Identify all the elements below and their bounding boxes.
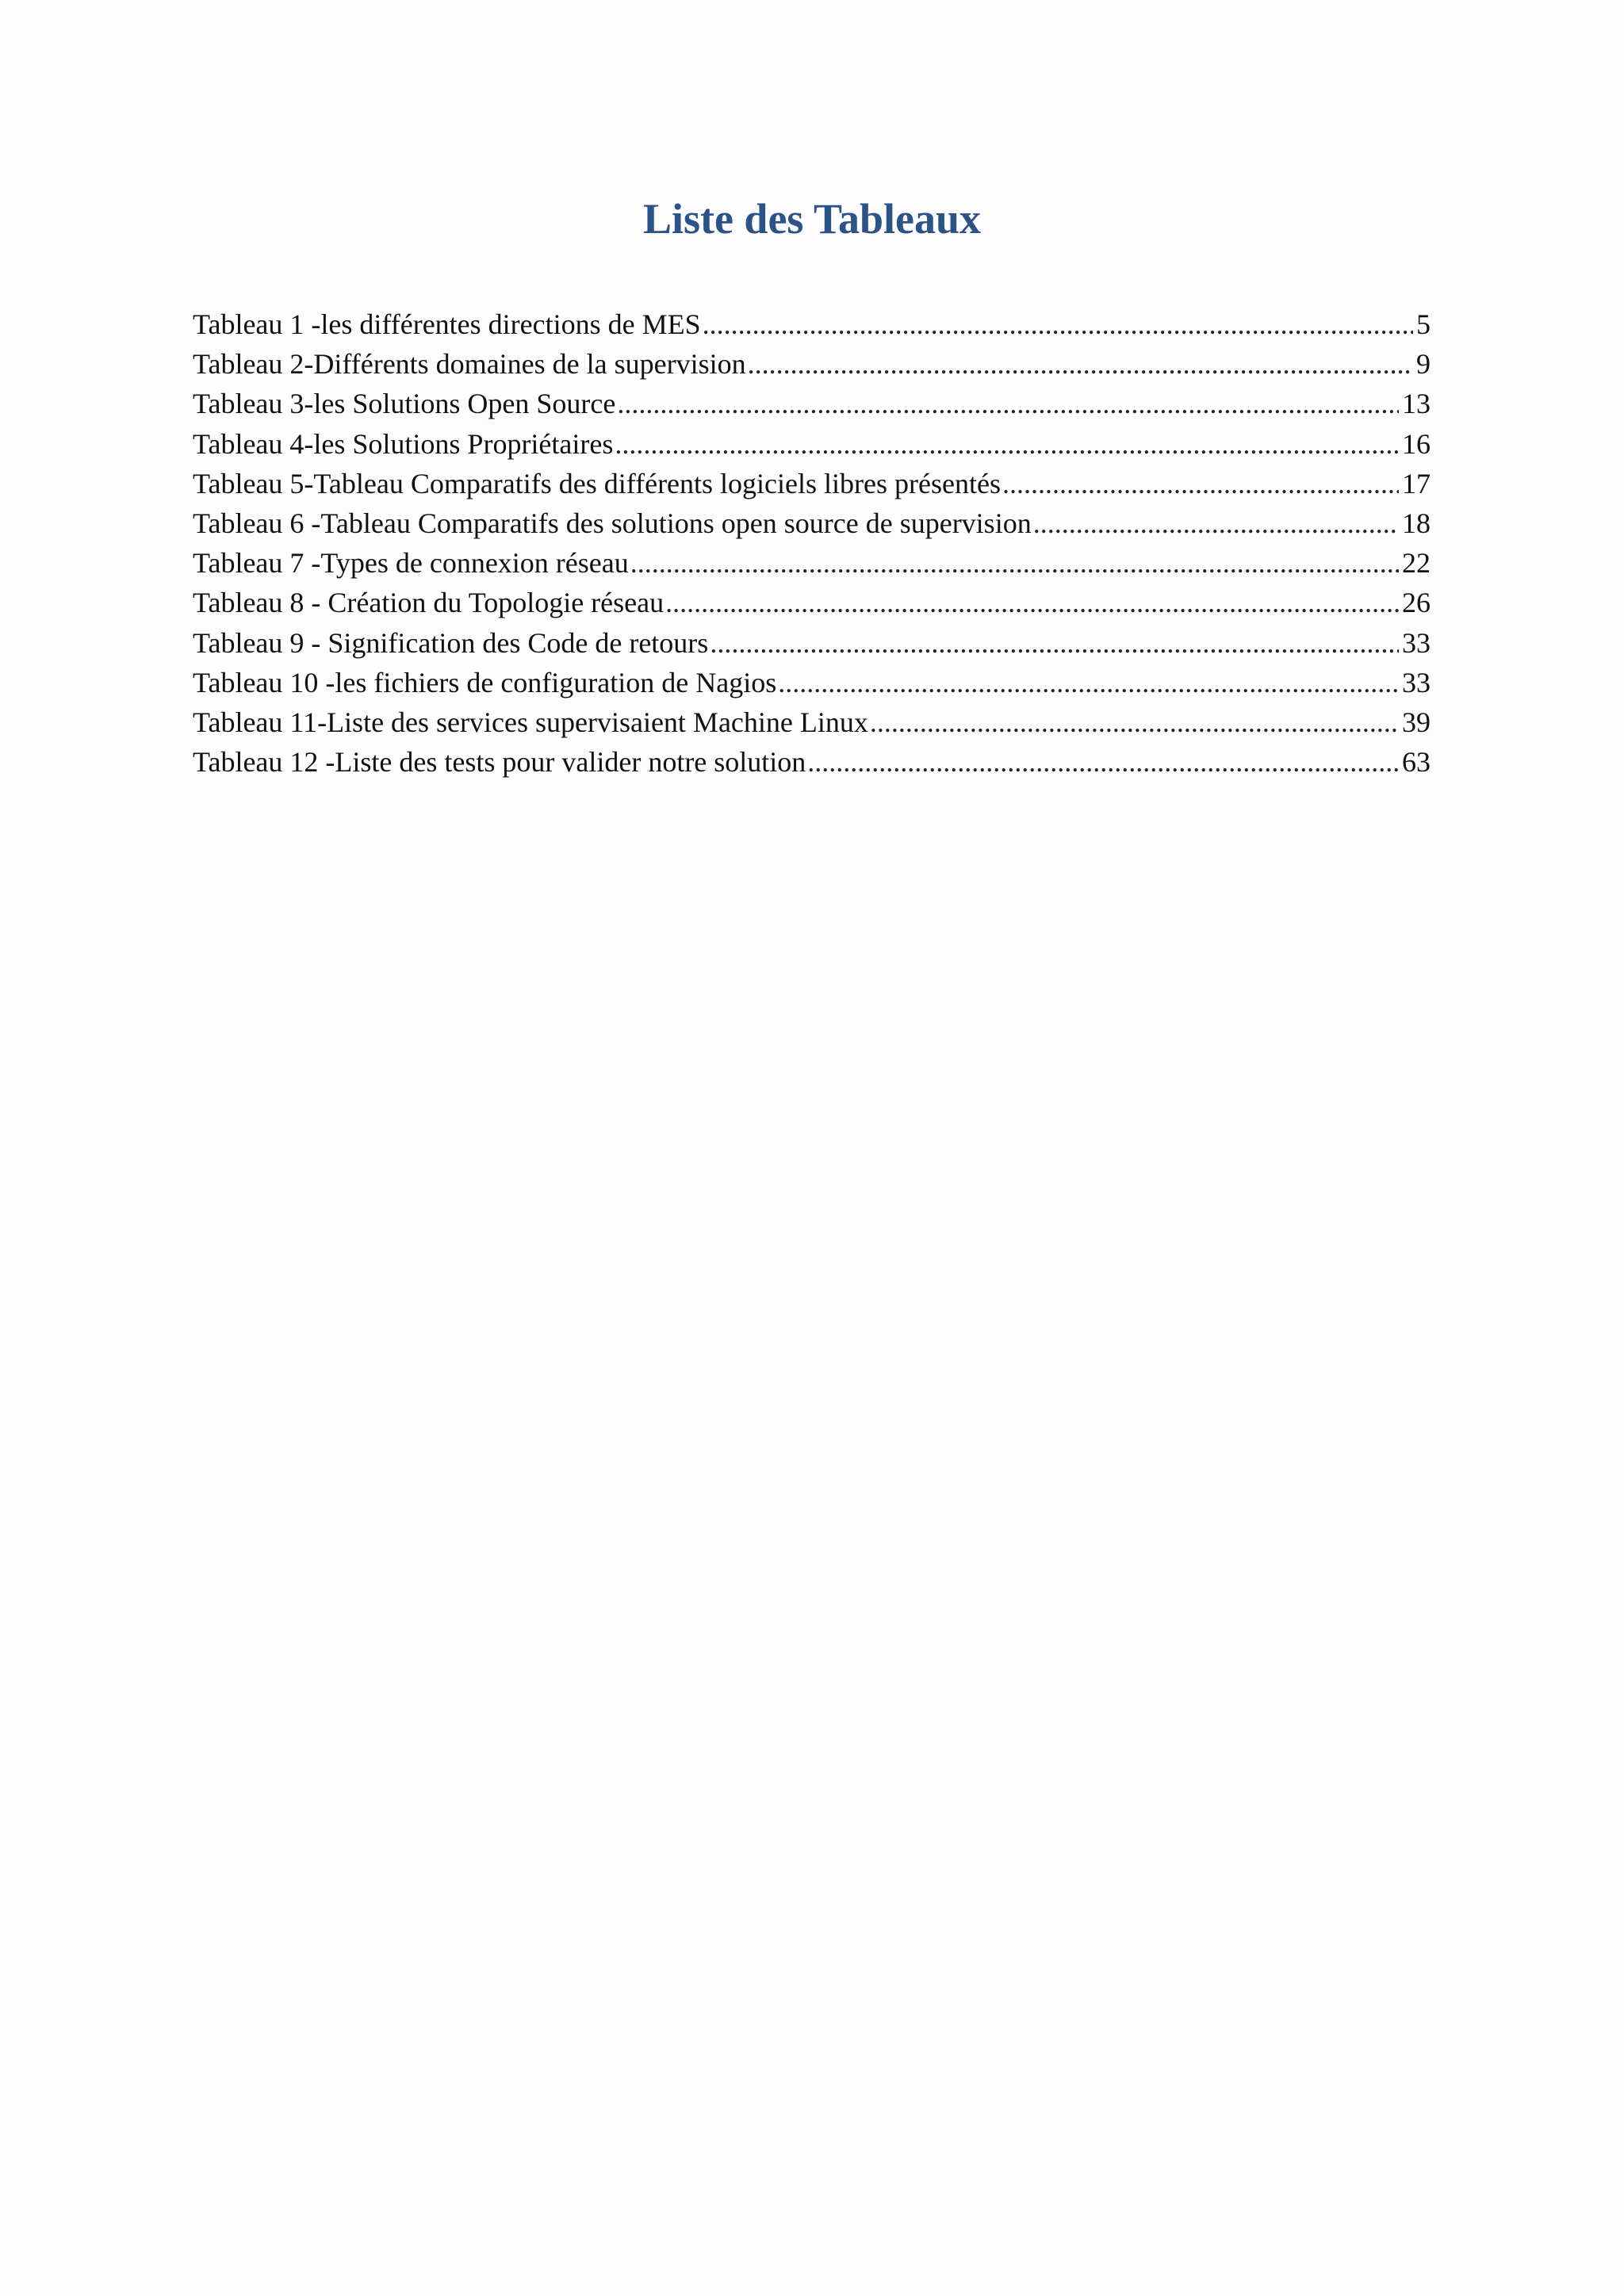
dot-leader — [710, 623, 1399, 663]
toc-entry-label: Tableau 3-les Solutions Open Source — [193, 388, 616, 420]
dot-leader — [615, 424, 1399, 464]
toc-entry[interactable] — [193, 464, 1431, 503]
toc-entry[interactable] — [193, 304, 1431, 344]
toc-entry-label: Tableau 2-Différents domaines de la supervision — [193, 348, 746, 381]
toc-entry-label: Tableau 1 -les différentes directions de MES — [193, 308, 701, 340]
dot-leader — [1002, 464, 1399, 503]
toc-entry-page-number: 33 — [1402, 666, 1431, 698]
toc-entry-page-number: 26 — [1402, 587, 1431, 619]
dot-leader — [665, 583, 1399, 622]
toc-entry[interactable] — [193, 742, 1431, 782]
toc-entry-label: Tableau 8 - Création du Topologie réseau — [193, 587, 665, 619]
toc-entry[interactable] — [193, 663, 1431, 702]
toc-entry-page-number: 18 — [1402, 507, 1431, 539]
toc-entry-label: Tableau 7 -Types de connexion réseau — [193, 547, 629, 580]
toc-entry[interactable] — [193, 384, 1431, 423]
toc-entry[interactable] — [193, 583, 1431, 622]
dot-leader — [703, 304, 1413, 344]
dot-leader — [778, 663, 1399, 702]
toc-entry[interactable] — [193, 702, 1431, 742]
toc-entry[interactable] — [193, 623, 1431, 663]
toc-entry-label: Tableau 12 -Liste des tests pour valider notre solution — [193, 746, 806, 779]
toc-entry-label: Tableau 5-Tableau Comparatifs des différents logiciels libres présentés — [193, 467, 1001, 499]
toc-entry-page-number: 39 — [1402, 706, 1431, 738]
toc-entry-page-number: 9 — [1416, 348, 1431, 381]
toc-entry-page-number: 16 — [1402, 427, 1431, 460]
toc-entry-page-number: 63 — [1402, 746, 1431, 779]
dot-leader — [630, 543, 1399, 583]
toc-entry[interactable] — [193, 543, 1431, 583]
toc-entry-label: Tableau 10 -les fichiers de configuration de Nagios — [193, 666, 777, 698]
page-title: Liste des Tableaux — [642, 195, 982, 243]
toc-entry-page-number: 33 — [1402, 626, 1431, 659]
dot-leader — [1033, 503, 1399, 543]
toc-entry[interactable] — [193, 424, 1431, 464]
toc-entry-page-number: 5 — [1416, 308, 1431, 340]
toc-entry[interactable] — [193, 503, 1431, 543]
table-of-tables — [193, 304, 1431, 782]
toc-entry-page-number: 13 — [1402, 388, 1431, 420]
dot-leader — [870, 702, 1399, 742]
toc-entry[interactable] — [193, 344, 1431, 384]
toc-entry-label: Tableau 6 -Tableau Comparatifs des solutions open source de supervision — [193, 507, 1032, 539]
dot-leader — [807, 742, 1399, 782]
toc-entry-page-number: 17 — [1402, 467, 1431, 499]
toc-entry-page-number: 22 — [1402, 547, 1431, 580]
dot-leader — [748, 344, 1413, 384]
toc-entry-label: Tableau 4-les Solutions Propriétaires — [193, 427, 614, 460]
toc-entry-label: Tableau 11-Liste des services supervisaient Machine Linux — [193, 706, 868, 738]
toc-entry-label: Tableau 9 - Signification des Code de retours — [193, 626, 709, 659]
dot-leader — [617, 384, 1399, 423]
